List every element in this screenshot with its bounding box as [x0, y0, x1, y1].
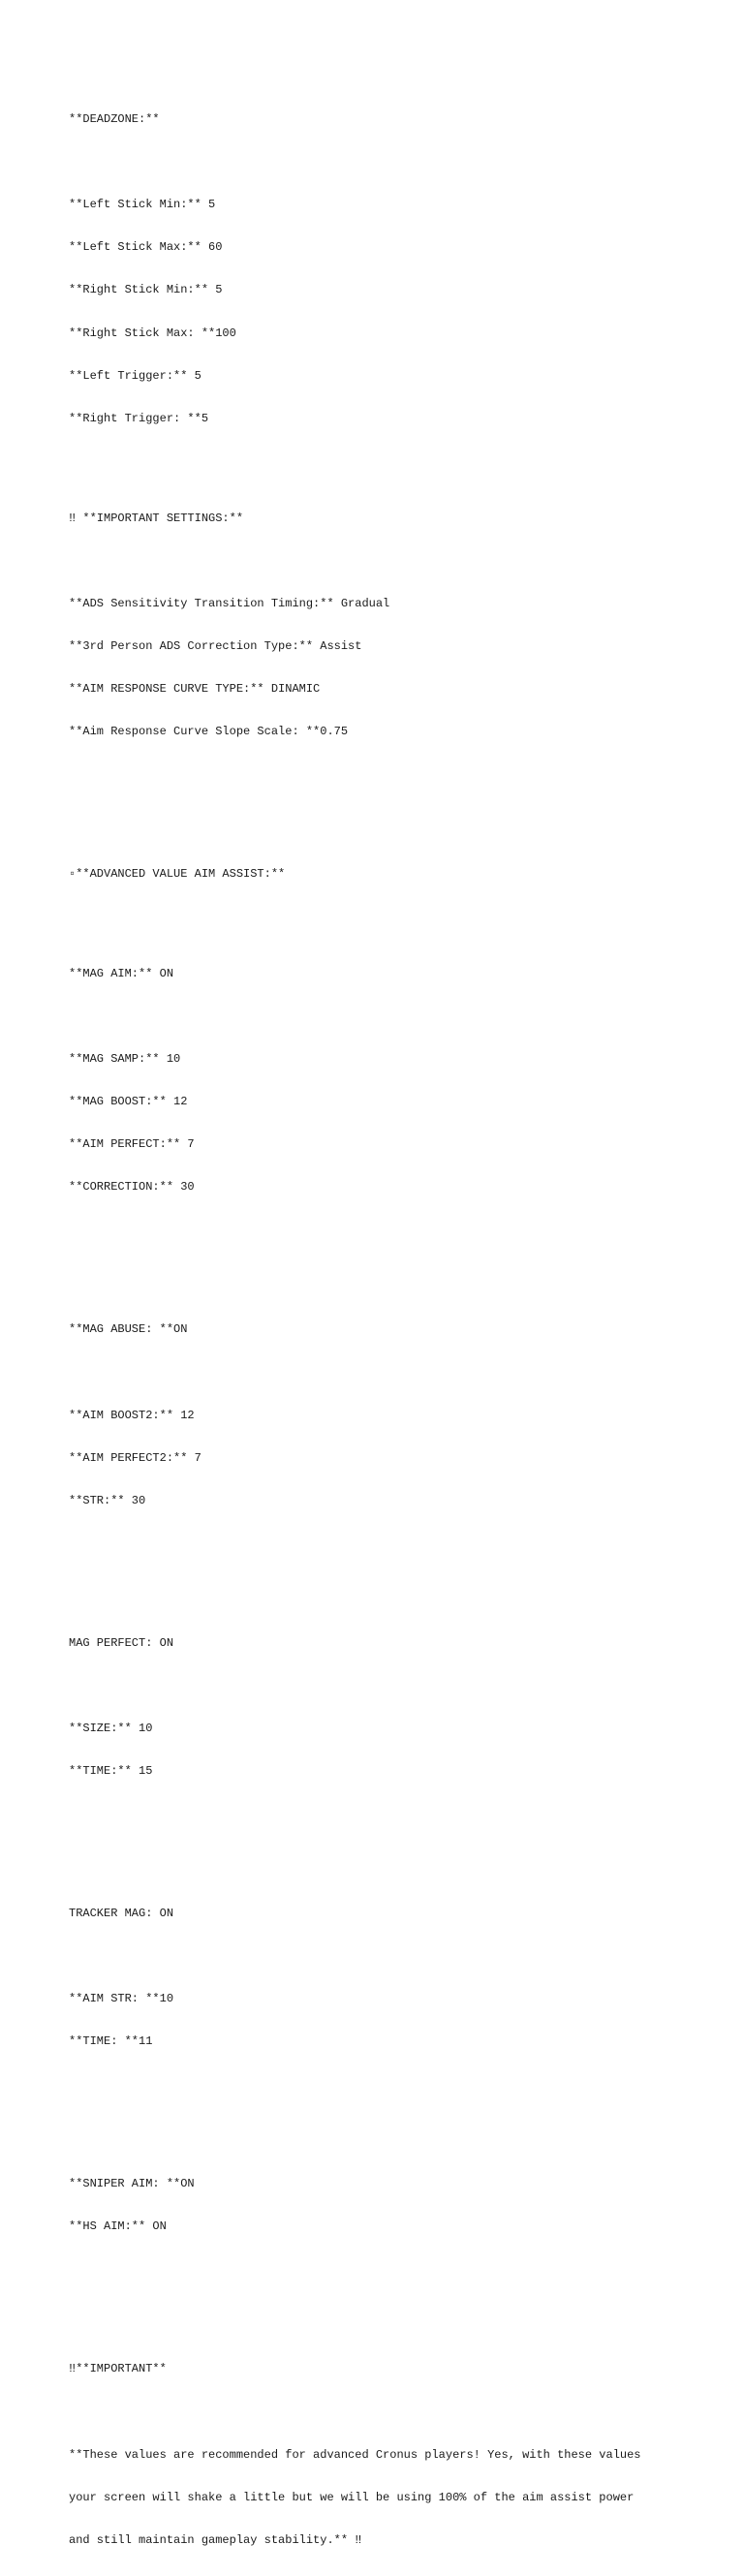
spacer	[69, 2306, 708, 2320]
mag-boost: **MAG BOOST:** 12	[69, 1095, 188, 1109]
spacer	[69, 1366, 708, 1381]
spacer	[69, 1224, 708, 1238]
mag-aim-heading: **MAG AIM:** ON	[69, 967, 174, 980]
footer-line-3: and still maintain gameplay stability.** ‼	[69, 2532, 362, 2547]
deadzone-left-stick-min: **Left Stick Min:** 5	[69, 198, 216, 212]
deadzone-left-trigger: **Left Trigger:** 5	[69, 368, 202, 383]
spacer	[69, 2405, 708, 2420]
deadzone-right-trigger: **Right Trigger: **5	[69, 411, 209, 425]
deadzone-right-stick-min: **Right Stick Min:** 5	[69, 283, 223, 297]
aim-response-curve-type: **AIM RESPONSE CURVE TYPE:** DINAMIC	[69, 682, 321, 697]
spacer	[69, 1849, 708, 1864]
ads-transition-timing: **ADS Sensitivity Transition Timing:** Gradual	[69, 596, 390, 610]
spacer	[69, 910, 708, 924]
spacer	[69, 810, 708, 824]
deadzone-right-stick-max: **Right Stick Max: **100	[69, 326, 236, 340]
aim-perfect: **AIM PERFECT:** 7	[69, 1137, 195, 1152]
spacer	[69, 1807, 708, 1821]
footer-heading: ‼**IMPORTANT**	[69, 2362, 167, 2376]
mag-abuse-heading: **MAG ABUSE: **ON	[69, 1322, 188, 1337]
aim-perfect2: **AIM PERFECT2:** 7	[69, 1450, 202, 1465]
aim-response-curve-slope: **Aim Response Curve Slope Scale: **0.75	[69, 725, 349, 739]
time: **TIME:** 15	[69, 1764, 153, 1779]
spacer	[69, 2121, 708, 2135]
hs-aim: **HS AIM:** ON	[69, 2219, 167, 2234]
aim-boost2: **AIM BOOST2:** 12	[69, 1408, 195, 1422]
tracker-aim-str: **AIM STR: **10	[69, 1992, 174, 2006]
footer-line-1: **These values are recommended for advanced Cronus players! Yes, with these values	[69, 2447, 641, 2462]
deadzone-heading: **DEADZONE:**	[69, 112, 160, 127]
tracker-mag-heading: TRACKER MAG: ON	[69, 1907, 174, 1921]
spacer	[69, 767, 708, 782]
tracker-time: **TIME: **11	[69, 2034, 153, 2049]
mag-samp: **MAG SAMP:** 10	[69, 1052, 181, 1067]
spacer	[69, 1579, 708, 1594]
important-settings-heading: ‼ **IMPORTANT SETTINGS:**	[69, 511, 244, 525]
spacer	[69, 554, 708, 569]
spacer	[69, 1679, 708, 1693]
correction: **CORRECTION:** 30	[69, 1180, 195, 1195]
spacer	[69, 2263, 708, 2278]
spacer	[69, 1266, 708, 1281]
size: **SIZE:** 10	[69, 1722, 153, 1735]
spacer	[69, 155, 708, 170]
document-body	[69, 70, 708, 2576]
third-person-ads-correction: **3rd Person ADS Correction Type:** Assist	[69, 638, 362, 653]
spacer	[69, 2077, 708, 2092]
deadzone-left-stick-max: **Left Stick Max:** 60	[69, 240, 223, 255]
sniper-aim: **SNIPER AIM: **ON	[69, 2177, 195, 2191]
spacer	[69, 454, 708, 469]
spacer	[69, 1949, 708, 1964]
mag-perfect-heading: MAG PERFECT: ON	[69, 1635, 174, 1650]
spacer	[69, 1009, 708, 1024]
spacer	[69, 1536, 708, 1551]
footer-line-2: your screen will shake a little but we will be using 100% of the aim assist power	[69, 2490, 635, 2504]
advanced-aim-assist-heading: ▫**ADVANCED VALUE AIM ASSIST:**	[69, 867, 286, 882]
str: **STR:** 30	[69, 1493, 146, 1507]
